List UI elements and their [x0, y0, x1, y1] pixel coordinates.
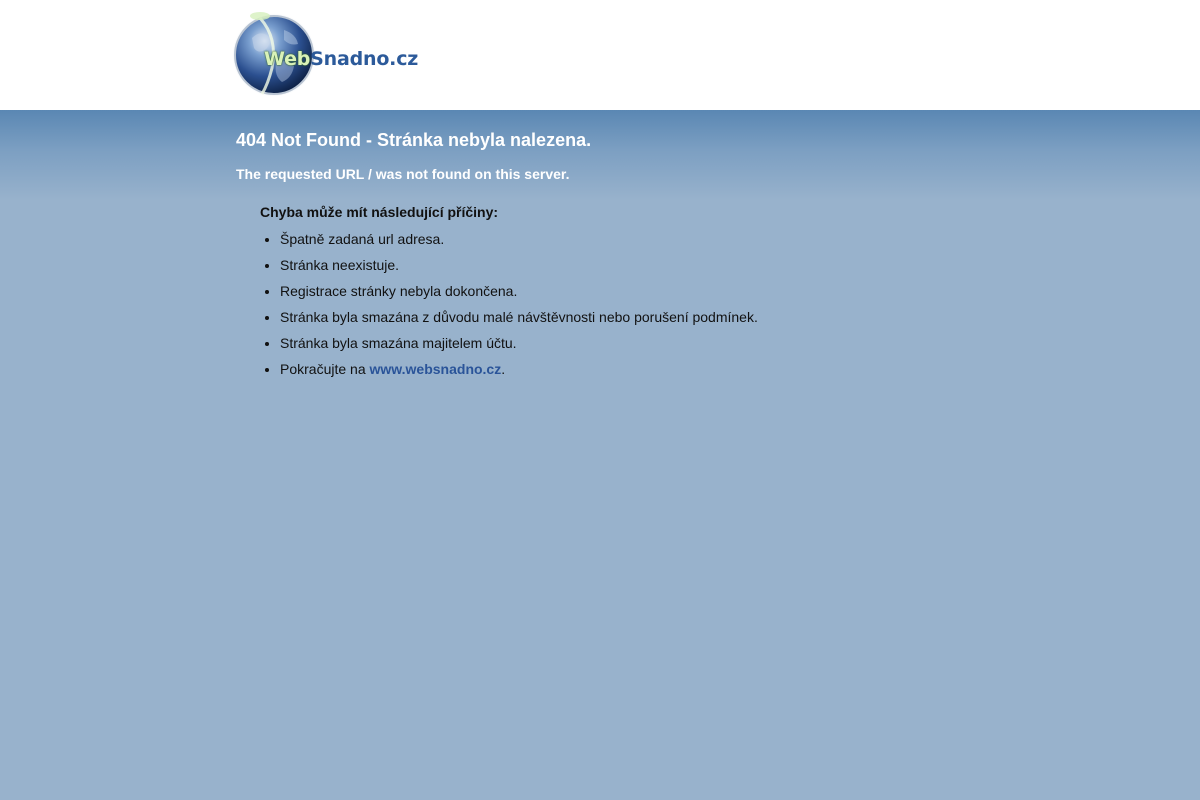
websnadno-link[interactable]: www.websnadno.cz: [369, 361, 502, 377]
causes-list: [260, 230, 758, 386]
list-item: • Registrace stránky nebyla dokončena.: [280, 282, 758, 308]
list-item-continue: [280, 360, 758, 386]
list-item: • Stránka byla smazána majitelem účtu.: [280, 334, 758, 360]
list-item: • Stránka neexistuje.: [280, 256, 758, 282]
list-item: • Špatně zadaná url adresa.: [280, 230, 758, 256]
site-logo[interactable]: [230, 6, 430, 102]
error-title: 404 Not Found - Stránka nebyla nalezena.: [236, 130, 592, 150]
error-subtitle: The requested URL / was not found on this server.: [236, 166, 570, 182]
causes-heading: Chyba může mít následující příčiny:: [260, 204, 499, 220]
logo-text-snadno: Snadno.cz: [310, 48, 419, 70]
page-header: [0, 0, 1200, 110]
causes-section: [260, 204, 758, 386]
list-item: • Stránka byla smazána z důvodu malé návštěvnosti nebo porušení podmínek.: [280, 308, 758, 334]
logo-text-web: Web: [264, 48, 311, 70]
logo-text: [264, 48, 418, 70]
main-content-area: [0, 110, 1200, 800]
continue-suffix: .: [501, 361, 506, 377]
continue-prefix: Pokračujte na: [280, 361, 370, 377]
